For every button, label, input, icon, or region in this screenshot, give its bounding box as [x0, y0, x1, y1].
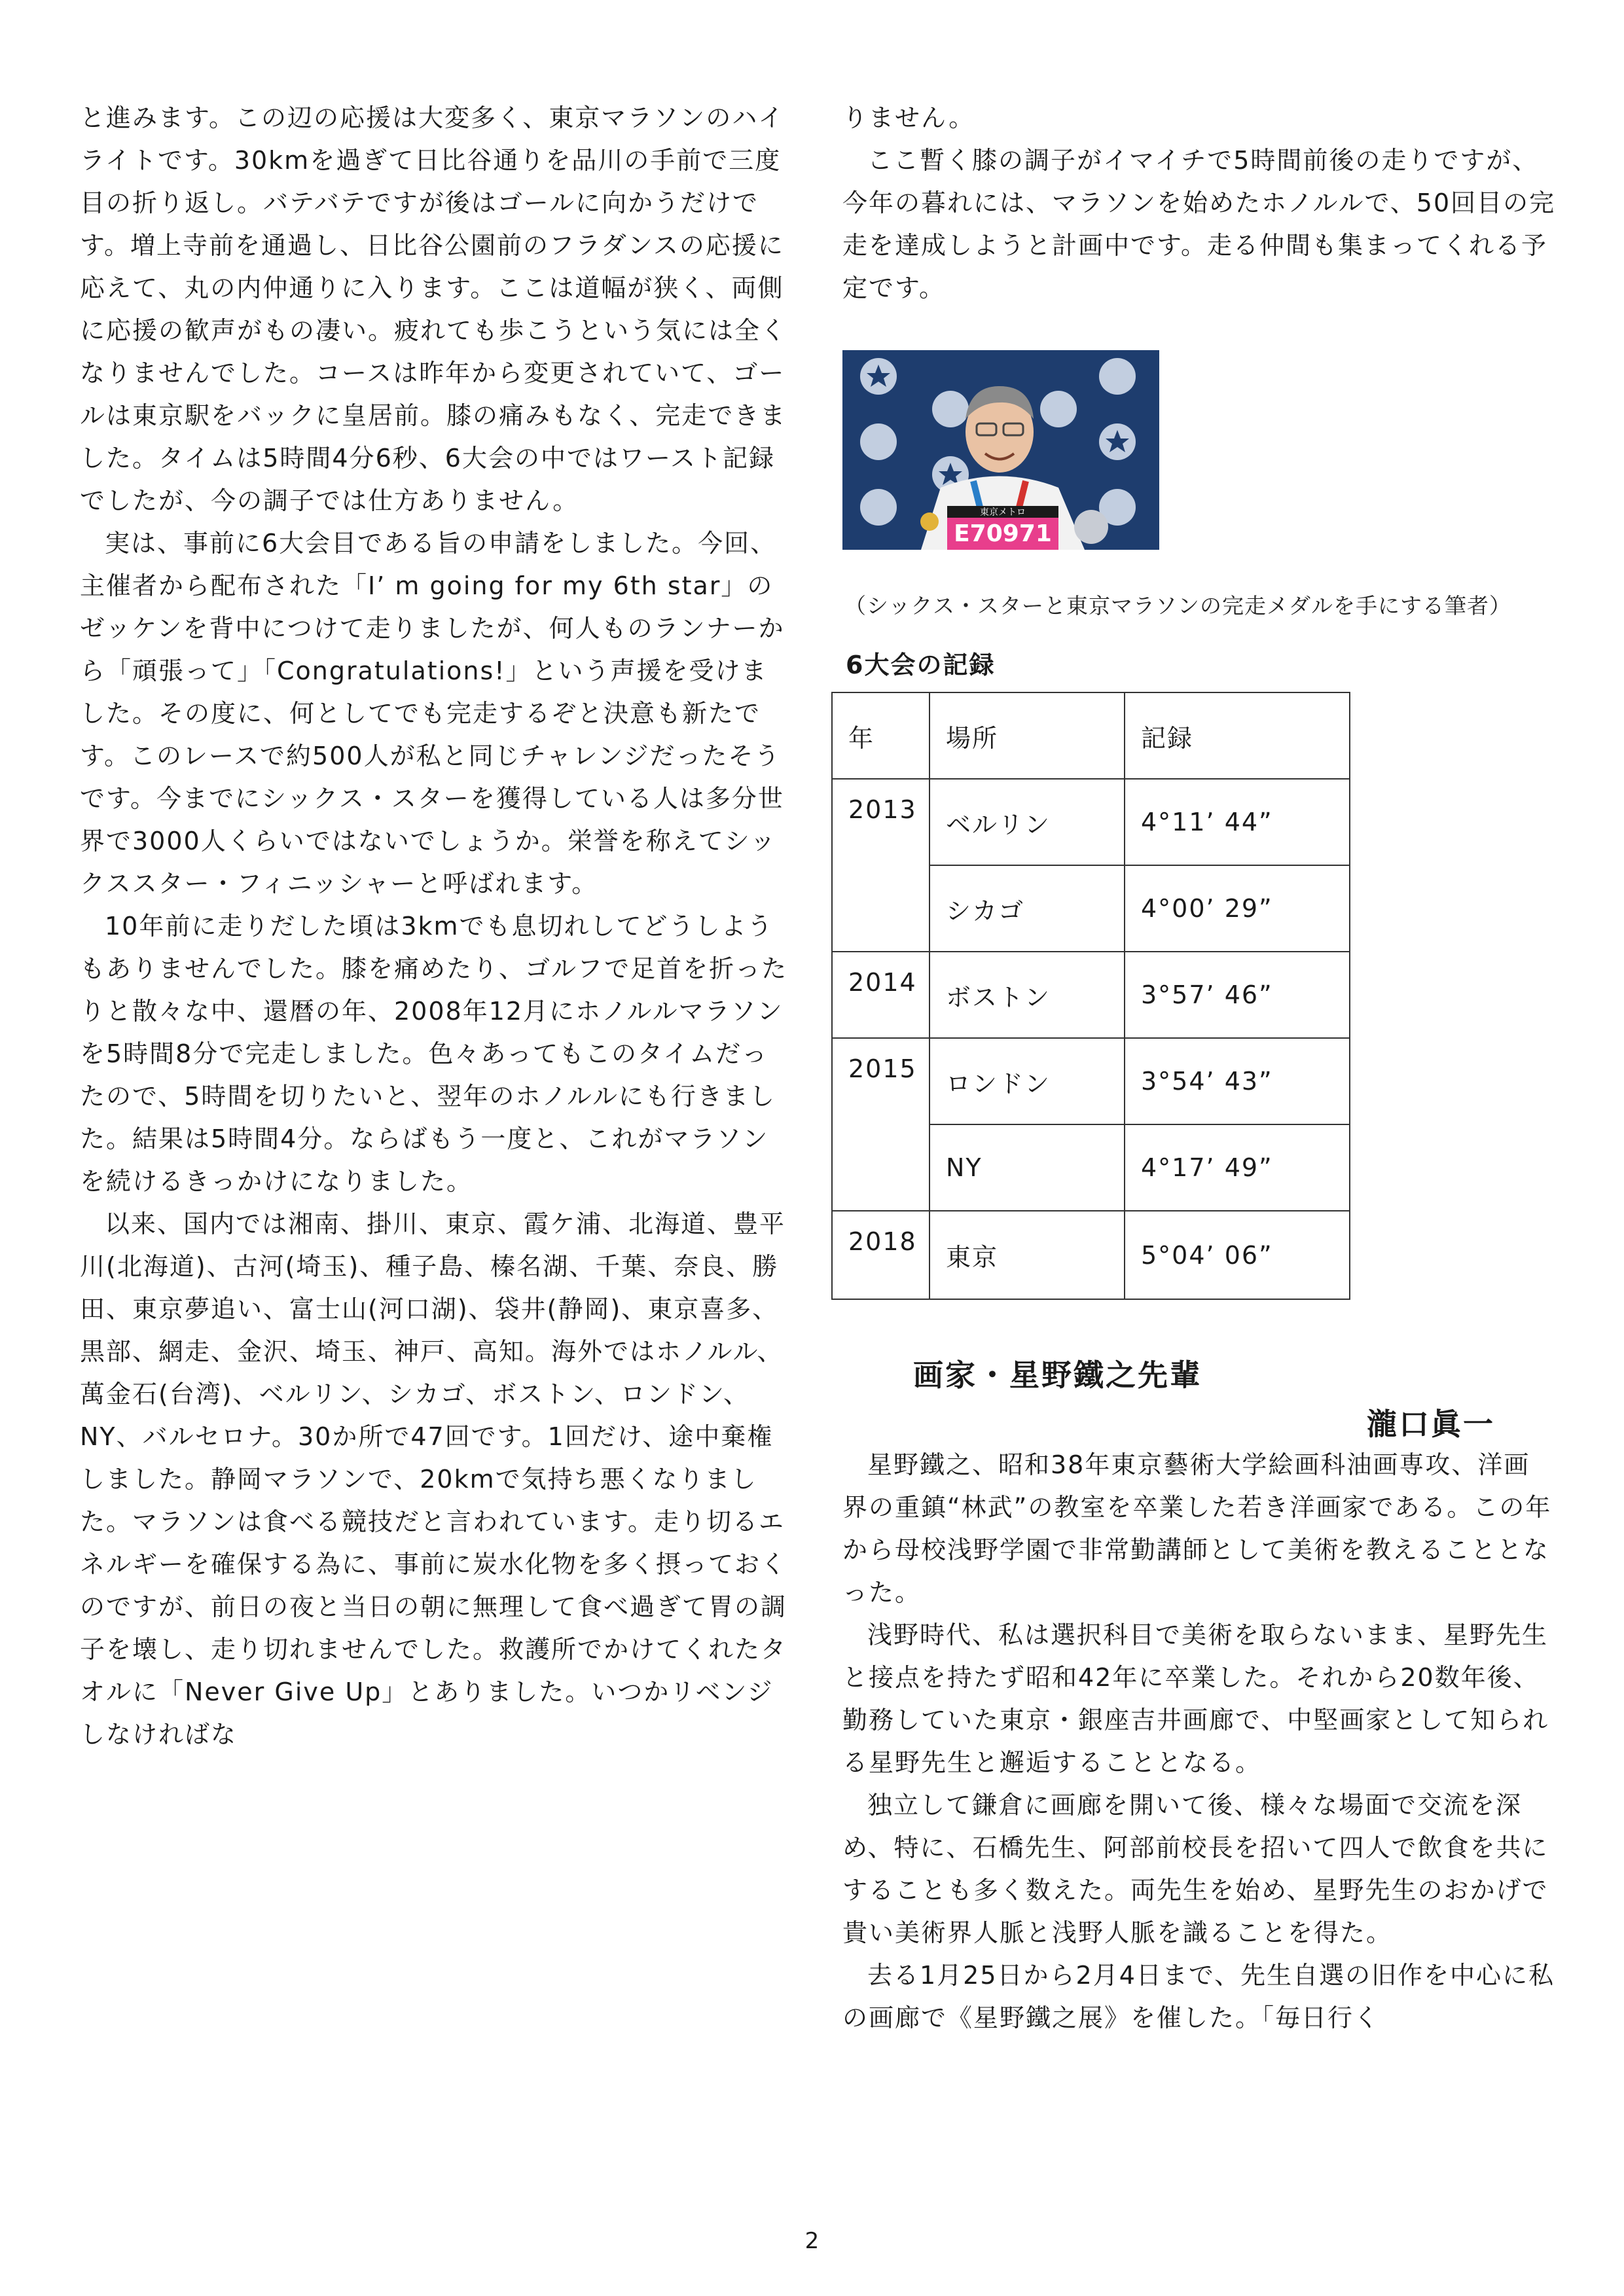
time-cell: 4°17’ 49”	[1125, 1124, 1350, 1211]
header-place: 場所	[929, 692, 1125, 779]
time-cell: 3°57’ 46”	[1125, 952, 1350, 1038]
article-paragraph-2: 浅野時代、私は選択科目で美術を取らないまま、星野先生と接点を持たず昭和42年に卒業した。それから20数年後、勤務していた東京・銀座吉井画廊で、中堅画家として知られる星野先生と邂逅することとなる。	[842, 1621, 1549, 1777]
table-row	[832, 779, 1350, 865]
left-paragraph-4: 以来、国内では湘南、掛川、東京、霞ケ浦、北海道、豊平川(北海道)、古河(埼玉)、種子島、榛名湖、千葉、奈良、勝田、東京夢追い、富士山(河口湖)、袋井(静岡)、東京喜多、黒部、網走、金沢、埼玉、神戸、高知。海外ではホノルル、萬金石(台湾)、ベルリン、シカゴ、ボストン、ロンドン、NY、バルセロナ。30か所で47回です。1回だけ、途中棄権しました。静岡マラソンで、20kmで気持ち悪くなりました。マラソンは食べる競技だと言われています。走り切るエネルギーを確保する為に、事前に炭水化物を多く摂っておくのですが、前日の夜と当日の朝に無理して食べ過ぎて胃の調子を壊し、走り切れませんでした。救護所でかけてくれたタオルに「Never Give Up」とありました。いつかリベンジしなければな	[80, 1210, 787, 1749]
year-cell: 2013	[832, 779, 929, 952]
time-cell: 3°54’ 43”	[1125, 1038, 1350, 1124]
place-cell: シカゴ	[929, 865, 1125, 952]
time-cell: 4°00’ 29”	[1125, 865, 1350, 952]
bib-number-text: E70971	[954, 520, 1052, 547]
table-header-row	[832, 692, 1350, 779]
place-cell: ベルリン	[929, 779, 1125, 865]
article-title: 画家・星野鐵之先輩	[913, 1357, 1202, 1393]
right-column-top	[842, 97, 1556, 310]
table-row	[832, 1038, 1350, 1124]
table-row	[832, 1211, 1350, 1299]
article-paragraph-1: 星野鐵之、昭和38年東京藝術大学絵画科油画専攻、洋画界の重鎮“林武”の教室を卒業した若き洋画家である。この年から母校浅野学園で非常勤講師として美術を教えることとなった。	[842, 1450, 1552, 1607]
time-cell: 4°11’ 44”	[1125, 779, 1350, 865]
article-paragraph-3: 独立して鎌倉に画廊を開いて後、様々な場面で交流を深め、特に、石橋先生、阿部前校長を招いて四人で飲食を共にすることも多く数えた。両先生を始め、星野先生のおかげで貴い美術界人脈と浅野人脈を識ることを得た。	[842, 1791, 1549, 1947]
bib-sponsor-text: 東京メトロ	[980, 507, 1026, 518]
left-paragraph-3: 10年前に走りだした頃は3kmでも息切れしてどうしようもありませんでした。膝を痛めたり、ゴルフで足首を折ったりと散々な中、還暦の年、2008年12月にホノルルマラソンを5時間8分で完走しました。色々あってもこのタイムだったので、5時間を切りたいと、翌年のホノルルにも行きました。結果は5時間4分。ならばもう一度と、これがマラソンを続けるきっかけになりました。	[80, 912, 788, 1196]
article-author: 瀧口眞一	[1367, 1407, 1495, 1442]
left-paragraph-1: と進みます。この辺の応援は大変多く、東京マラソンのハイライトです。30kmを過ぎて日比谷通りを品川の手前で三度目の折り返し。バテバテですが後はゴールに向かうだけです。増上寺前を通過し、日比谷公園前のフラダンスの応援に応えて、丸の内仲通りに入ります。ここは道幅が狭く、両側に応援の歓声がもの凄い。疲れても歩こうという気には全くなりませんでした。コースは昨年から変更されていて、ゴールは東京駅をバックに皇居前。膝の痛みもなく、完走できました。タイムは5時間4分6秒、6大会の中ではワースト記録でしたが、今の調子では仕方ありません。	[80, 103, 787, 515]
header-year: 年	[832, 692, 929, 779]
header-time: 記録	[1125, 692, 1350, 779]
records-table	[831, 692, 1350, 1300]
photo-caption: （シックス・スターと東京マラソンの完走メダルを手にする筆者）	[844, 593, 1512, 619]
left-paragraph-2: 実は、事前に6大会目である旨の申請をしました。今回、主催者から配布された「I’ m going for my 6th star」のゼッケンを背中につけて走りましたが、何人ものランナーから「頑張って」「Congratulations!」という声援を受けました。その度に、何としてでも完走するぞと決意も新たです。このレースで約500人が私と同じチャレンジだったそうです。今までにシックス・スターを獲得している人は多分世界で3000人くらいではないでしょうか。栄誉を称えてシックススター・フィニッシャーと呼ばれます。	[80, 529, 785, 898]
page-number: 2	[804, 2228, 820, 2254]
place-cell: NY	[929, 1124, 1125, 1211]
right-paragraph-1: りません。	[842, 103, 975, 132]
place-cell: ボストン	[929, 952, 1125, 1038]
year-cell: 2014	[832, 952, 929, 1038]
time-cell: 5°04’ 06”	[1125, 1211, 1350, 1299]
right-paragraph-2: ここ暫く膝の調子がイマイチで5時間前後の走りですが、今年の暮れには、マラソンを始めたホノルルで、50回目の完走を達成しようと計画中です。走る仲間も集まってくれる予定です。	[842, 146, 1556, 302]
records-table-title: 6大会の記録	[846, 651, 996, 679]
place-cell: 東京	[929, 1211, 1125, 1299]
article-body	[842, 1444, 1556, 2039]
year-cell: 2015	[832, 1038, 929, 1211]
author-photo	[842, 350, 1159, 550]
table-row	[832, 952, 1350, 1038]
author-photo-illustration	[842, 350, 1159, 550]
article-paragraph-4: 去る1月25日から2月4日まで、先生自選の旧作を中心に私の画廊で《星野鐵之展》を催した。「毎日行く	[842, 1961, 1555, 2032]
year-cell: 2018	[832, 1211, 929, 1299]
left-column	[80, 97, 793, 1756]
place-cell: ロンドン	[929, 1038, 1125, 1124]
